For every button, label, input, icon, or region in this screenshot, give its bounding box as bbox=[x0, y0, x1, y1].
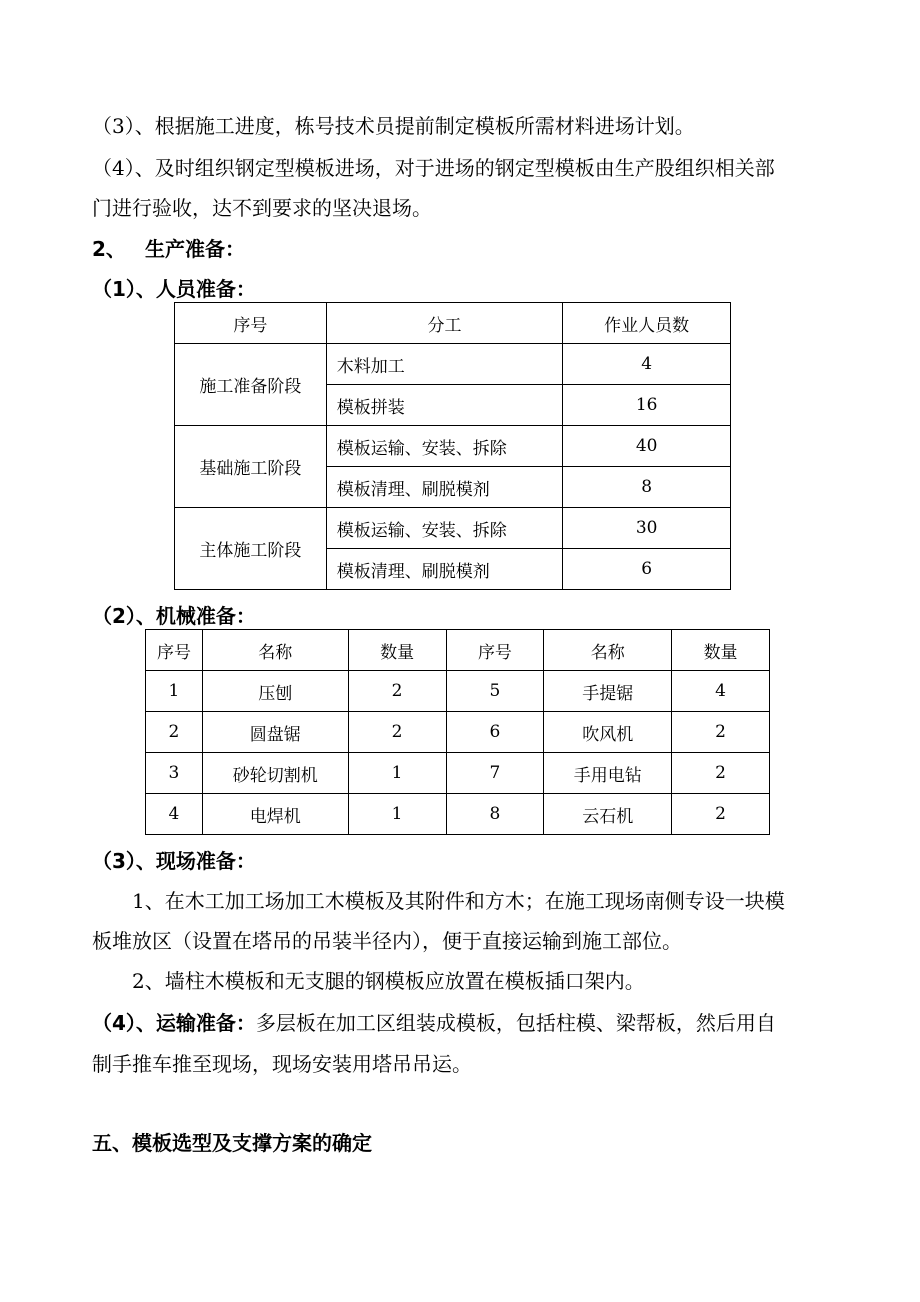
paragraph-4-line1: （4）、及时组织钢定型模板进场，对于进场的钢定型模板由生产股组织相关部 bbox=[92, 156, 775, 180]
cell: 电焊机 bbox=[202, 794, 348, 835]
site-item-2: 2、墙柱木模板和无支腿的钢模板应放置在模板插口架内。 bbox=[132, 969, 645, 993]
stage-cell: 基础施工阶段 bbox=[175, 426, 327, 508]
count-cell: 6 bbox=[563, 549, 731, 590]
count-cell: 8 bbox=[563, 467, 731, 508]
table-row bbox=[146, 712, 770, 753]
cell: 2 bbox=[672, 753, 770, 794]
cell: 吹风机 bbox=[544, 712, 672, 753]
header-cell: 序号 bbox=[146, 630, 203, 671]
paragraph-4-line2: 门进行验收，达不到要求的坚决退场。 bbox=[92, 196, 432, 220]
table-row bbox=[146, 753, 770, 794]
cell: 1 bbox=[348, 794, 446, 835]
staff-table-header bbox=[175, 303, 731, 344]
table-row bbox=[175, 426, 731, 467]
header-cell: 数量 bbox=[672, 630, 770, 671]
task-cell: 模板清理、刷脱模剂 bbox=[326, 467, 563, 508]
cell: 7 bbox=[446, 753, 544, 794]
cell: 2 bbox=[348, 712, 446, 753]
header-cell: 分工 bbox=[326, 303, 563, 344]
transport-line1 bbox=[92, 1010, 776, 1036]
section-2-title: 生产准备： bbox=[145, 237, 245, 261]
header-cell: 作业人员数 bbox=[563, 303, 731, 344]
transport-text: 多层板在加工区组装成模板，包括柱模、梁帮板，然后用自 bbox=[255, 1011, 776, 1035]
table-row bbox=[146, 794, 770, 835]
machine-heading: （2）、机械准备： bbox=[92, 604, 256, 628]
cell: 压刨 bbox=[202, 671, 348, 712]
task-cell: 模板清理、刷脱模剂 bbox=[326, 549, 563, 590]
site-heading: （3）、现场准备： bbox=[92, 849, 256, 873]
stage-cell: 主体施工阶段 bbox=[175, 508, 327, 590]
count-cell: 4 bbox=[563, 344, 731, 385]
paragraph-3: （3）、根据施工进度，栋号技术员提前制定模板所需材料进场计划。 bbox=[92, 114, 695, 138]
table-row bbox=[175, 344, 731, 385]
cell: 手提锯 bbox=[544, 671, 672, 712]
cell: 手用电钻 bbox=[544, 753, 672, 794]
cell: 云石机 bbox=[544, 794, 672, 835]
cell: 3 bbox=[146, 753, 203, 794]
cell: 4 bbox=[146, 794, 203, 835]
table-row bbox=[175, 508, 731, 549]
header-cell: 名称 bbox=[544, 630, 672, 671]
cell: 砂轮切割机 bbox=[202, 753, 348, 794]
cell: 2 bbox=[672, 794, 770, 835]
task-cell: 模板拼装 bbox=[326, 385, 563, 426]
table-row bbox=[146, 671, 770, 712]
transport-line2: 制手推车推至现场，现场安装用塔吊吊运。 bbox=[92, 1052, 472, 1076]
cell: 1 bbox=[348, 753, 446, 794]
header-cell: 数量 bbox=[348, 630, 446, 671]
cell: 圆盘锯 bbox=[202, 712, 348, 753]
cell: 2 bbox=[146, 712, 203, 753]
task-cell: 模板运输、安装、拆除 bbox=[326, 426, 563, 467]
header-cell: 序号 bbox=[175, 303, 327, 344]
task-cell: 木料加工 bbox=[326, 344, 563, 385]
cell: 5 bbox=[446, 671, 544, 712]
cell: 2 bbox=[348, 671, 446, 712]
section-5-title: 五、模板选型及支撑方案的确定 bbox=[92, 1131, 372, 1155]
staff-heading: （1）、人员准备： bbox=[92, 277, 256, 301]
machine-table-header bbox=[146, 630, 770, 671]
cell: 8 bbox=[446, 794, 544, 835]
site-item-1-line1: 1、在木工加工场加工木模板及其附件和方木；在施工现场南侧专设一块模 bbox=[132, 889, 785, 913]
cell: 1 bbox=[146, 671, 203, 712]
machine-table bbox=[145, 629, 770, 835]
section-2-number: 2、 bbox=[92, 237, 126, 261]
count-cell: 40 bbox=[563, 426, 731, 467]
task-cell: 模板运输、安装、拆除 bbox=[326, 508, 563, 549]
stage-cell: 施工准备阶段 bbox=[175, 344, 327, 426]
header-cell: 序号 bbox=[446, 630, 544, 671]
header-cell: 名称 bbox=[202, 630, 348, 671]
cell: 4 bbox=[672, 671, 770, 712]
count-cell: 30 bbox=[563, 508, 731, 549]
site-item-1-line2: 板堆放区（设置在塔吊的吊装半径内），便于直接运输到施工部位。 bbox=[92, 929, 682, 953]
cell: 6 bbox=[446, 712, 544, 753]
transport-heading: （4）、运输准备： bbox=[92, 1011, 256, 1035]
count-cell: 16 bbox=[563, 385, 731, 426]
staff-table bbox=[174, 302, 731, 590]
cell: 2 bbox=[672, 712, 770, 753]
